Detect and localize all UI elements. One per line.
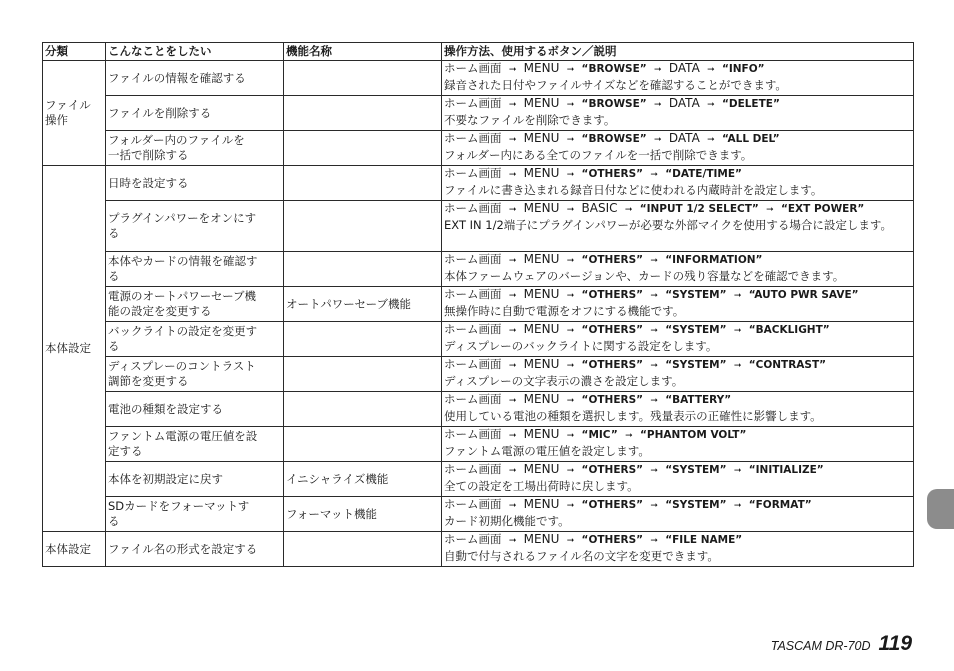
arrow-icon: ➞ xyxy=(733,501,742,511)
want-cell xyxy=(106,61,284,96)
table-row xyxy=(43,61,914,96)
menu-item-label: “CONTRAST” xyxy=(748,359,827,371)
menu-item-label: “PHANTOM VOLT” xyxy=(639,429,747,441)
want-cell xyxy=(106,392,284,427)
arrow-icon: ➞ xyxy=(733,361,742,371)
function-cell: イニシャライズ機能 xyxy=(284,462,442,497)
screen-label: ホーム画面 xyxy=(444,357,502,371)
description-text: 全ての設定を工場出荷時に戻します。 xyxy=(444,479,639,493)
want-line: プラグインパワーをオンにす xyxy=(108,211,257,225)
function-cell xyxy=(284,131,442,166)
want-line: 能の設定を変更する xyxy=(108,304,212,318)
want-line: る xyxy=(108,514,120,528)
arrow-icon: ➞ xyxy=(707,65,715,75)
arrow-icon: ➞ xyxy=(508,466,517,476)
arrow-icon: ➞ xyxy=(650,256,658,266)
button-label: MENU xyxy=(523,462,560,476)
want-cell xyxy=(106,532,284,567)
button-label: DATA xyxy=(668,131,700,145)
arrow-icon: ➞ xyxy=(650,466,658,476)
table-row xyxy=(43,357,914,392)
arrow-icon: ➞ xyxy=(508,256,517,266)
function-cell xyxy=(284,427,442,462)
want-line: る xyxy=(108,226,120,240)
arrow-icon: ➞ xyxy=(650,326,658,336)
arrow-icon: ➞ xyxy=(508,65,517,75)
want-cell xyxy=(106,462,284,497)
arrow-icon: ➞ xyxy=(707,100,715,110)
menu-item-label: “FILE NAME” xyxy=(665,534,743,546)
description-text: カード初期化機能です。 xyxy=(444,514,570,528)
menu-item-label: “BACKLIGHT” xyxy=(748,324,830,336)
button-label: MENU xyxy=(523,166,560,180)
description-text: ファイルに書き込まれる録音日付などに使われる内蔵時計を設定します。 xyxy=(444,183,823,197)
want-cell xyxy=(106,287,284,322)
header-category: 分類 xyxy=(43,43,106,61)
description-text: ディスプレーのバックライトに関する設定をします。 xyxy=(444,339,718,353)
menu-item-label: “OTHERS” xyxy=(581,324,644,336)
category-line: 本体設定 xyxy=(45,541,91,556)
arrow-icon: ➞ xyxy=(508,170,517,180)
description-text: フォルダー内にある全てのファイルを一括で削除できます。 xyxy=(444,148,753,162)
menu-item-label: “AUTO PWR SAVE” xyxy=(748,289,859,301)
button-label: DATA xyxy=(668,61,700,75)
screen-label: ホーム画面 xyxy=(444,96,502,110)
function-cell xyxy=(284,532,442,567)
table-row xyxy=(43,392,914,427)
want-cell xyxy=(106,322,284,357)
table-row xyxy=(43,287,914,322)
screen-label: ホーム画面 xyxy=(444,392,502,406)
category-line: ファイル xyxy=(45,98,91,112)
want-line: SDカードをフォーマットす xyxy=(108,499,250,513)
category-line: 本体設定 xyxy=(45,341,91,355)
want-cell xyxy=(106,131,284,166)
menu-path xyxy=(444,532,911,549)
operation-cell xyxy=(442,532,914,567)
arrow-icon: ➞ xyxy=(654,100,662,110)
want-line: ファイルの情報を確認する xyxy=(108,70,246,85)
want-cell xyxy=(106,166,284,201)
screen-label: ホーム画面 xyxy=(444,322,502,336)
description-text: EXT IN 1/2端子にプラグインパワーが必要な外部マイクを使用する場合に設定します。 xyxy=(444,218,893,232)
table-row xyxy=(43,131,914,166)
want-line: 本体を初期設定に戻す xyxy=(108,471,223,486)
want-cell xyxy=(106,427,284,462)
arrow-icon: ➞ xyxy=(566,65,575,75)
function-cell xyxy=(284,201,442,252)
description-text: 不要なファイルを削除できます。 xyxy=(444,113,616,127)
arrow-icon: ➞ xyxy=(650,361,658,371)
operation-cell xyxy=(442,131,914,166)
menu-path xyxy=(444,96,911,113)
menu-item-label: “FORMAT” xyxy=(748,499,812,511)
arrow-icon: ➞ xyxy=(566,135,575,145)
button-label: MENU xyxy=(523,61,560,75)
arrow-icon: ➞ xyxy=(566,361,575,371)
menu-path xyxy=(444,427,911,444)
description-text: ディスプレーの文字表示の濃さを設定します。 xyxy=(444,374,684,388)
function-cell xyxy=(284,392,442,427)
arrow-icon: ➞ xyxy=(654,135,662,145)
operation-cell xyxy=(442,392,914,427)
operation-cell xyxy=(442,497,914,532)
arrow-icon: ➞ xyxy=(566,431,575,441)
table-row xyxy=(43,166,914,201)
menu-path xyxy=(444,392,911,409)
menu-item-label: “MIC” xyxy=(581,429,618,441)
menu-item-label: “INPUT 1/2 SELECT” xyxy=(639,203,759,215)
arrow-icon: ➞ xyxy=(650,170,658,180)
description-text: 本体ファームウェアのバージョンや、カードの残り容量などを確認できます。 xyxy=(444,269,845,283)
menu-path xyxy=(444,357,911,374)
arrow-icon: ➞ xyxy=(566,466,575,476)
arrow-icon: ➞ xyxy=(508,100,517,110)
arrow-icon: ➞ xyxy=(650,396,658,406)
header-function: 機能名称 xyxy=(284,43,442,61)
category-cell xyxy=(43,61,106,166)
menu-item-label: “BROWSE” xyxy=(581,63,647,75)
operations-table xyxy=(42,42,914,567)
description-text: 自動で付与されるファイル名の文字を変更できます。 xyxy=(444,549,719,563)
description-text: 無操作時に自動で電源をオフにする機能です。 xyxy=(444,304,685,318)
want-line: ファイルを削除する xyxy=(108,105,212,120)
operation-cell xyxy=(442,96,914,131)
operation-cell xyxy=(442,357,914,392)
function-cell xyxy=(284,96,442,131)
want-line: バックライトの設定を変更す xyxy=(108,324,258,338)
arrow-icon: ➞ xyxy=(508,135,517,145)
description-text: ファントム電源の電圧値を設定します。 xyxy=(444,444,650,458)
want-cell xyxy=(106,252,284,287)
arrow-icon: ➞ xyxy=(566,326,575,336)
button-label: BASIC xyxy=(581,201,618,215)
screen-label: ホーム画面 xyxy=(444,201,502,215)
want-line: る xyxy=(108,269,120,283)
want-line: 定する xyxy=(108,444,143,458)
button-label: MENU xyxy=(523,497,560,511)
function-cell xyxy=(284,166,442,201)
operation-cell xyxy=(442,427,914,462)
arrow-icon: ➞ xyxy=(733,291,742,301)
category-cell xyxy=(43,532,106,567)
arrow-icon: ➞ xyxy=(733,466,742,476)
want-cell xyxy=(106,201,284,252)
table-body xyxy=(43,61,914,567)
function-cell: フォーマット機能 xyxy=(284,497,442,532)
arrow-icon: ➞ xyxy=(566,396,575,406)
menu-item-label: “DELETE” xyxy=(721,98,780,110)
menu-item-label: “SYSTEM” xyxy=(665,324,727,336)
want-line: 調節を変更する xyxy=(108,374,189,388)
screen-label: ホーム画面 xyxy=(444,131,502,145)
table-row xyxy=(43,427,914,462)
chapter-tab xyxy=(927,489,954,529)
menu-item-label: “OTHERS” xyxy=(581,168,644,180)
screen-label: ホーム画面 xyxy=(444,252,502,266)
arrow-icon: ➞ xyxy=(707,135,715,145)
table-row xyxy=(43,497,914,532)
menu-item-label: “OTHERS” xyxy=(581,464,644,476)
menu-item-label: “EXT POWER” xyxy=(780,203,865,215)
want-cell xyxy=(106,497,284,532)
description-text: 録音された日付やファイルサイズなどを確認することができます。 xyxy=(444,78,787,92)
screen-label: ホーム画面 xyxy=(444,287,502,301)
arrow-icon: ➞ xyxy=(650,501,658,511)
category-cell xyxy=(43,166,106,532)
arrow-icon: ➞ xyxy=(650,536,658,546)
want-line: る xyxy=(108,339,120,353)
menu-item-label: “SYSTEM” xyxy=(665,499,727,511)
function-cell: オートパワーセーブ機能 xyxy=(284,287,442,322)
want-cell xyxy=(106,96,284,131)
menu-path xyxy=(444,252,911,269)
want-line: フォルダー内のファイルを xyxy=(108,133,245,147)
menu-item-label: “OTHERS” xyxy=(581,289,644,301)
button-label: MENU xyxy=(523,96,560,110)
arrow-icon: ➞ xyxy=(566,536,575,546)
menu-item-label: “OTHERS” xyxy=(581,254,644,266)
button-label: MENU xyxy=(523,287,560,301)
button-label: MENU xyxy=(523,131,560,145)
page-number: 119 xyxy=(878,632,912,655)
screen-label: ホーム画面 xyxy=(444,61,502,75)
arrow-icon: ➞ xyxy=(566,256,575,266)
arrow-icon: ➞ xyxy=(566,205,575,215)
table-header-row xyxy=(43,43,914,61)
arrow-icon: ➞ xyxy=(508,536,517,546)
button-label: MENU xyxy=(523,357,560,371)
arrow-icon: ➞ xyxy=(654,65,662,75)
want-line: 電源のオートパワーセーブ機 xyxy=(108,289,257,303)
menu-item-label: “INFO” xyxy=(721,63,765,75)
function-cell xyxy=(284,61,442,96)
menu-path xyxy=(444,201,911,218)
menu-item-label: “BATTERY” xyxy=(665,394,732,406)
arrow-icon: ➞ xyxy=(508,396,517,406)
arrow-icon: ➞ xyxy=(733,326,742,336)
screen-label: ホーム画面 xyxy=(444,427,502,441)
arrow-icon: ➞ xyxy=(508,205,517,215)
menu-item-label: “DATE/TIME” xyxy=(665,168,742,180)
menu-item-label: “OTHERS” xyxy=(581,499,644,511)
button-label: MENU xyxy=(523,252,560,266)
button-label: MENU xyxy=(523,532,560,546)
arrow-icon: ➞ xyxy=(508,291,517,301)
table-row xyxy=(43,462,914,497)
operation-cell xyxy=(442,166,914,201)
menu-item-label: “INITIALIZE” xyxy=(748,464,824,476)
button-label: DATA xyxy=(668,96,700,110)
screen-label: ホーム画面 xyxy=(444,497,502,511)
menu-item-label: “SYSTEM” xyxy=(665,464,727,476)
arrow-icon: ➞ xyxy=(566,170,575,180)
want-line: 日時を設定する xyxy=(108,175,189,190)
want-line: ファイル名の形式を設定する xyxy=(108,541,258,556)
category-line: 操作 xyxy=(45,113,68,127)
operation-cell xyxy=(442,462,914,497)
want-line: 一括で削除する xyxy=(108,148,189,162)
menu-path xyxy=(444,166,911,183)
menu-path xyxy=(444,61,911,78)
button-label: MENU xyxy=(523,322,560,336)
page-footer xyxy=(771,632,912,656)
menu-item-label: “SYSTEM” xyxy=(665,289,727,301)
menu-item-label: “OTHERS” xyxy=(581,394,644,406)
operation-cell xyxy=(442,322,914,357)
want-line: ファントム電源の電圧値を設 xyxy=(108,429,258,443)
arrow-icon: ➞ xyxy=(508,501,517,511)
menu-path xyxy=(444,322,911,339)
table-row xyxy=(43,96,914,131)
screen-label: ホーム画面 xyxy=(444,166,502,180)
menu-item-label: “OTHERS” xyxy=(581,534,644,546)
table-row xyxy=(43,532,914,567)
arrow-icon: ➞ xyxy=(566,501,575,511)
want-cell xyxy=(106,357,284,392)
operation-cell xyxy=(442,252,914,287)
function-cell xyxy=(284,322,442,357)
header-want: こんなことをしたい xyxy=(106,43,284,61)
function-cell xyxy=(284,357,442,392)
operation-cell xyxy=(442,61,914,96)
arrow-icon: ➞ xyxy=(566,100,575,110)
want-line: 電池の種類を設定する xyxy=(108,401,223,416)
arrow-icon: ➞ xyxy=(508,326,517,336)
menu-item-label: “BROWSE” xyxy=(581,98,647,110)
button-label: MENU xyxy=(523,427,560,441)
button-label: MENU xyxy=(523,201,560,215)
arrow-icon: ➞ xyxy=(566,291,575,301)
operation-cell xyxy=(442,287,914,322)
menu-item-label: “INFORMATION” xyxy=(665,254,763,266)
screen-label: ホーム画面 xyxy=(444,532,502,546)
function-cell xyxy=(284,252,442,287)
menu-item-label: “ALL DEL” xyxy=(721,133,780,145)
table-row xyxy=(43,322,914,357)
table-row xyxy=(43,201,914,252)
footer-brand: TASCAM DR-70D xyxy=(770,639,871,653)
arrow-icon: ➞ xyxy=(766,205,774,215)
arrow-icon: ➞ xyxy=(624,205,633,215)
menu-path xyxy=(444,462,911,479)
want-line: ディスプレーのコントラスト xyxy=(108,359,256,373)
arrow-icon: ➞ xyxy=(508,361,517,371)
table-row xyxy=(43,252,914,287)
screen-label: ホーム画面 xyxy=(444,462,502,476)
menu-path xyxy=(444,287,911,304)
menu-path xyxy=(444,131,911,148)
menu-item-label: “OTHERS” xyxy=(581,359,644,371)
description-text: 使用している電池の種類を選択します。残量表示の正確性に影響します。 xyxy=(444,409,822,423)
menu-item-label: “BROWSE” xyxy=(581,133,647,145)
header-operation: 操作方法、使用するボタン／説明 xyxy=(442,43,914,61)
arrow-icon: ➞ xyxy=(625,431,633,441)
want-line: 本体やカードの情報を確認す xyxy=(108,254,258,268)
menu-path xyxy=(444,497,911,514)
button-label: MENU xyxy=(523,392,560,406)
menu-item-label: “SYSTEM” xyxy=(665,359,727,371)
operation-cell xyxy=(442,201,914,252)
arrow-icon: ➞ xyxy=(650,291,658,301)
arrow-icon: ➞ xyxy=(508,431,517,441)
